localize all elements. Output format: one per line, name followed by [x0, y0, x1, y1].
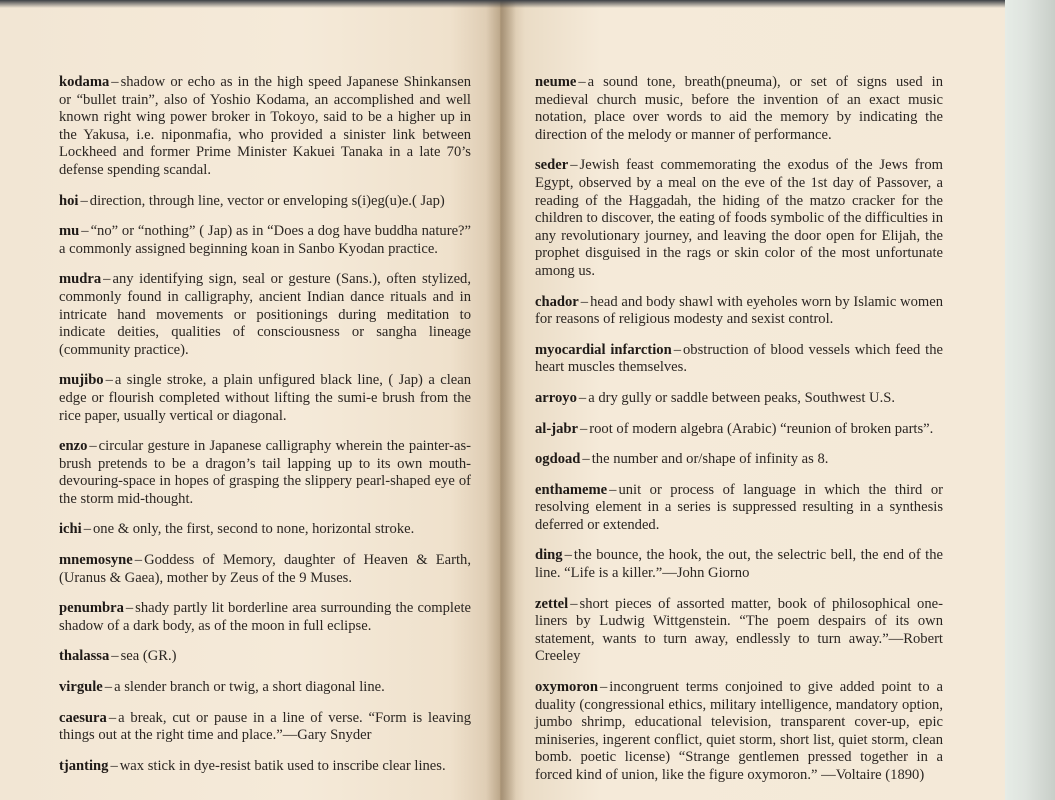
entry-separator: –: [578, 389, 587, 406]
entry-definition: a break, cut or pause in a line of verse. “Form is leaving things out at the right time and place.”—Gary Snyder: [59, 709, 471, 744]
glossary-entry: [535, 390, 943, 408]
glossary-entry: [59, 600, 471, 635]
entry-term: mudra: [59, 271, 102, 288]
glossary-entry: [59, 552, 471, 587]
entry-term: mu: [59, 223, 80, 240]
glossary-entry: [535, 482, 943, 535]
entry-term: myocardial infarction: [535, 341, 672, 358]
entry-term: zettel: [535, 595, 569, 612]
entry-separator: –: [81, 223, 89, 240]
glossary-entry: [59, 758, 471, 776]
entry-separator: –: [108, 709, 117, 726]
glossary-entry: [59, 710, 471, 745]
entry-definition: shadow or echo as in the high speed Japanese Shinkansen or “bullet train”, also of Yoshio Kodama, an accomplished and well known right wing power broker in Tokoyo, said to be a higher up in the Yakusa, i.e. niponmafia, who provided a sinister link between Lockheed and former Prime Minister Kakuei Tanaka in a late 70’s defense spending scandal.: [59, 74, 471, 178]
entry-separator: –: [111, 74, 119, 90]
glossary-entry: [535, 74, 943, 144]
entry-definition: head and body shawl with eyeholes worn by Islamic women for reasons of religious modesty and sexist control.: [535, 293, 943, 328]
entry-separator: –: [570, 157, 578, 174]
entry-definition: a slender branch or twig, a short diagonal line.: [114, 679, 385, 696]
entry-term: arroyo: [535, 389, 577, 406]
glossary-entry: [59, 438, 471, 508]
entry-definition: any identifying sign, seal or gesture (Sans.), often stylized, commonly found in calligraphy, ancient Indian dance rituals and in intricate hand movements or positionings during meditation to indicate deities, qualities of consciousness or sangha lineage (community practice).: [59, 271, 471, 358]
entry-term: virgule: [59, 679, 103, 696]
glossary-entry: [59, 648, 471, 666]
glossary-entry: [535, 596, 943, 666]
glossary-entry: [59, 193, 471, 211]
entry-separator: –: [599, 679, 608, 696]
entry-term: ding: [535, 547, 563, 564]
entry-definition: “no” or “nothing” ( Jap) as in “Does a dog have buddha nature?” a commonly assigned beginning koan in Sanbo Kyodan practice.: [59, 223, 471, 257]
entry-term: mujibo: [59, 372, 104, 389]
entry-term: ogdoad: [535, 451, 581, 468]
left-column: [59, 74, 471, 788]
entry-separator: –: [80, 192, 88, 209]
entry-term: mnemosyne: [59, 552, 133, 569]
entry-separator: –: [103, 271, 111, 288]
entry-definition: Goddess of Memory, daughter of Heaven & Earth, (Uranus & Gaea), mother by Zeus of the 9 Muses.: [59, 552, 471, 586]
entry-term: chador: [535, 293, 579, 310]
glossary-entry: [535, 547, 943, 582]
entry-definition: direction, through line, vector or enveloping s(i)eg(u)e.( Jap): [89, 192, 445, 209]
entry-separator: –: [578, 74, 586, 90]
entry-separator: –: [673, 341, 681, 358]
entry-definition: shady partly lit borderline area surrounding the complete shadow of a dark body, as of the moon in full eclipse.: [59, 600, 471, 634]
glossary-entry: [535, 342, 943, 377]
entry-term: seder: [535, 157, 569, 174]
entry-definition: wax stick in dye-resist batik used to inscribe clear lines.: [119, 757, 446, 774]
entry-definition: a single stroke, a plain unfigured black line, ( Jap) a clean edge or flourish completed without lifting the sumi-e brush from the rice paper, usually vertical or diagonal.: [59, 372, 471, 424]
right-column: [535, 74, 943, 798]
entry-term: hoi: [59, 192, 79, 209]
entry-separator: –: [125, 600, 134, 617]
entry-separator: –: [110, 757, 118, 774]
entry-term: oxymoron: [535, 679, 598, 696]
entry-separator: –: [580, 293, 589, 310]
page-edge: [1005, 0, 1055, 800]
entry-term: thalassa: [59, 648, 110, 665]
glossary-entry: [59, 372, 471, 425]
entry-definition: the number and or/shape of infinity as 8.: [591, 451, 829, 468]
entry-term: caesura: [59, 709, 107, 726]
entry-separator: –: [105, 372, 113, 389]
entry-separator: –: [609, 481, 617, 498]
book-gutter: [486, 0, 516, 800]
entry-term: tjanting: [59, 757, 109, 774]
entry-definition: sea (GR.): [120, 648, 177, 665]
entry-definition: one & only, the first, second to none, horizontal stroke.: [93, 521, 415, 538]
glossary-entry: [59, 521, 471, 539]
entry-definition: circular gesture in Japanese calligraphy wherein the painter-as-brush pretends to be a dragon’s tail lapping up to its own mouth-devouring-space in hopes of grasping the slippery pearl-shaped eye of the storm mid-thought.: [59, 438, 471, 507]
entry-term: neume: [535, 74, 577, 90]
glossary-entry: [535, 294, 943, 329]
entry-definition: a sound tone, breath(pneuma), or set of signs used in medieval church music, before the invention of an exact music notation, place over words to aid the memory by indicating the direction of the melody or manner of performance.: [535, 74, 943, 143]
entry-definition: Jewish feast commemorating the exodus of the Jews from Egypt, observed by a meal on the eve of the 1st day of Passover, a reading of the Haggadah, the hiding of the matzo cracker for the children to discover, the eating of foods symbolic of the difficulties in any revolutionary journey, and leaving the door open for Elijah, the prophet disguised in the rags or skin color of the most unfortunate among us.: [535, 157, 943, 279]
entry-term: enzo: [59, 438, 88, 455]
entry-definition: short pieces of assorted matter, book of philosophical one-liners by Ludwig Wittgenstein. “The poem despairs of its own statement, wants to turn away, endlessly to turn away.”—Robert Creeley: [535, 595, 943, 665]
entry-separator: –: [104, 679, 113, 696]
entry-separator: –: [134, 552, 143, 569]
entry-term: al-jabr: [535, 420, 578, 437]
entry-term: penumbra: [59, 600, 124, 617]
entry-definition: unit or process of language in which the third or resolving element in a series is suppressed resulting in a synthesis deferred or extended.: [535, 481, 943, 533]
entry-separator: –: [564, 547, 572, 564]
glossary-entry: [535, 157, 943, 280]
entry-definition: incongruent terms conjoined to give added point to a duality (congressional ethics, military intelligence, mandatory option, jumbo shrimp, educational television, transparent cover-up, epic miniseries, ingerent conflict, quiet storm, short list, quiet storm, clean bomb. poetic license) “Strange gentlemen pressed together in a forced kind of union, like the figure oxymoron.” —Voltaire (1890): [535, 679, 943, 783]
glossary-entry: [59, 271, 471, 359]
entry-term: ichi: [59, 521, 82, 538]
glossary-entry: [59, 74, 471, 180]
entry-definition: root of modern algebra (Arabic) “reunion of broken parts”.: [589, 420, 934, 437]
entry-definition: the bounce, the hook, the out, the selectric bell, the end of the line. “Life is a killer.”—John Giorno: [535, 547, 943, 582]
entry-separator: –: [570, 595, 578, 612]
entry-separator: –: [111, 648, 119, 665]
entry-term: kodama: [59, 74, 110, 90]
glossary-entry: [535, 421, 943, 439]
entry-term: enthameme: [535, 481, 608, 498]
entry-definition: a dry gully or saddle between peaks, Southwest U.S.: [588, 389, 896, 406]
glossary-entry: [535, 451, 943, 469]
glossary-entry: [59, 223, 471, 258]
entry-separator: –: [89, 438, 97, 455]
top-shadow: [0, 0, 1005, 8]
entry-separator: –: [582, 451, 590, 468]
entry-definition: obstruction of blood vessels which feed the heart muscles themselves.: [535, 341, 943, 376]
glossary-entry: [535, 679, 943, 785]
glossary-entry: [59, 679, 471, 697]
entry-separator: –: [579, 420, 588, 437]
entry-separator: –: [83, 521, 91, 538]
